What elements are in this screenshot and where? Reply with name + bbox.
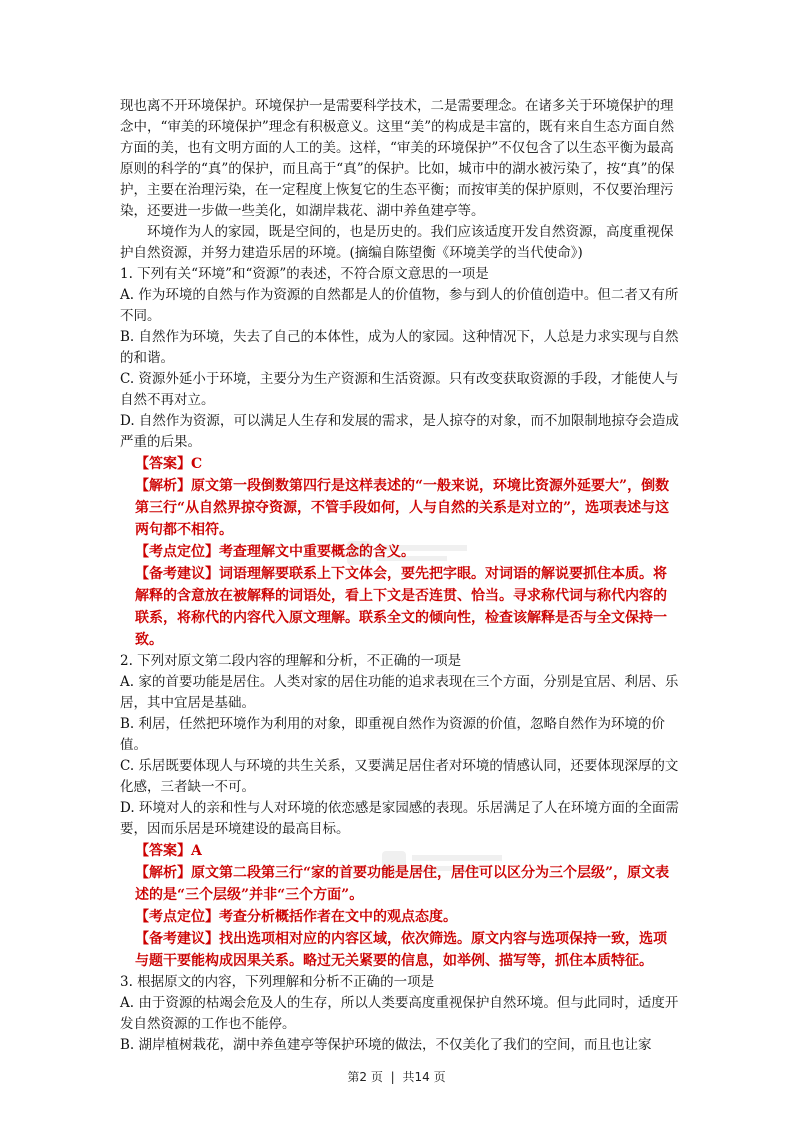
question-2-answer xyxy=(120,840,680,862)
page-footer xyxy=(0,1068,793,1085)
question-2-option-a: A. 家的首要功能是居住。人类对家的居住功能的追求表现在三个方面，分别是宜居、利居、乐居，其中宜居是基础。 xyxy=(120,674,679,711)
answer-tag: 【答案】 xyxy=(135,456,191,472)
point-tag: 【考点定位】 xyxy=(135,544,219,560)
answer-value: A xyxy=(191,843,202,859)
advice-text: 找出选项相对应的内容区域，依次筛选。原文内容与选项保持一致，选项与题干要能构成因果关系。略过无关紧要的信息，如举例、描写等，抓住本质特征。 xyxy=(135,931,667,969)
question-1-point xyxy=(120,541,680,563)
question-1-option-d: D. 自然作为资源，可以满足人生存和发展的需求，是人掠夺的对象，而不加限制地掠夺会造成严重的后果。 xyxy=(120,413,679,450)
point-tag: 【考点定位】 xyxy=(135,909,219,925)
question-1-title: 1. 下列有关“环境”和“资源”的表述，不符合原文意思的一项是 xyxy=(120,266,489,282)
question-2-option-d: D. 环境对人的亲和性与人对环境的依恋感是家园感的表现。乐居满足了人在环境方面的全面需要，因而乐居是环境建设的最高目标。 xyxy=(120,800,679,837)
question-1-option-c: C. 资源外延小于环境，主要分为生产资源和生活资源。只有改变获取资源的手段，才能使人与自然不再对立。 xyxy=(120,371,679,408)
advice-tag: 【备考建议】 xyxy=(135,566,219,582)
passage-paragraph-2: 环境作为人的家园，既是空间的，也是历史的。我们应该适度开发自然资源，高度重视保护自然资源，并努力建造乐居的环境。(摘编自陈望衡《环境美学的当代使命》) xyxy=(120,224,674,261)
analysis-text: 原文第二段第三行“家的首要功能是居住，居住可以区分为三个层级”，原文表述的是“三个层级”并非“三个方面”。 xyxy=(135,865,670,903)
advice-tag: 【备考建议】 xyxy=(135,931,219,947)
analysis-text: 原文第一段倒数第四行是这样表述的“一般来说，环境比资源外延要大”，倒数第三行“从自然界掠夺资源，不管手段如何，人与自然的关系是对立的”，选项表述与这两句都不相符。 xyxy=(135,478,670,538)
question-2-point xyxy=(120,906,680,928)
question-2-option-c: C. 乐居既要体现人与环境的共生关系，又要满足居住者对环境的情感认同，还要体现深厚的文化感，三者缺一不可。 xyxy=(120,758,679,795)
passage-and-questions xyxy=(120,96,680,1056)
question-2-title: 2. 下列对原文第二段内容的理解和分析，不正确的一项是 xyxy=(120,653,462,669)
footer-separator: | xyxy=(390,1070,395,1084)
question-2-option-b: B. 利居，任然把环境作为利用的对象，即重视自然作为资源的价值，忽略自然作为环境的价值。 xyxy=(120,716,666,753)
analysis-tag: 【解析】 xyxy=(135,478,191,494)
point-text: 考查理解文中重要概念的含义。 xyxy=(219,544,415,560)
answer-tag: 【答案】 xyxy=(135,843,191,859)
question-1-analysis xyxy=(120,475,680,541)
total-pages: 共14 页 xyxy=(402,1070,446,1084)
question-1-option-a: A. 作为环境的自然与作为资源的自然都是人的价值物，参与到人的价值创造中。但二者又有所不同。 xyxy=(120,287,679,324)
page-number: 第2 页 xyxy=(347,1070,383,1084)
question-1-answer xyxy=(120,453,680,475)
advice-text: 词语理解要联系上下文体会，要先把字眼。对词语的解说要抓住本质。将解释的含意放在被解释的词语处，看上下文是否连贯、恰当。寻求称代词与称代内容的联系，将称代的内容代入原文理解。联系全文的倾向性，检查该解释是否与全文保持一致。 xyxy=(135,566,667,648)
question-1-option-b: B. 自然作为环境，失去了自己的本体性，成为人的家园。这种情况下，人总是力求实现与自然的和谐。 xyxy=(120,329,679,366)
point-text: 考查分析概括作者在文中的观点态度。 xyxy=(219,909,457,925)
question-2-analysis xyxy=(120,862,680,906)
question-2-advice xyxy=(120,928,680,972)
question-1-advice xyxy=(120,563,680,651)
answer-value: C xyxy=(191,456,203,472)
question-3-title: 3. 根据原文的内容，下列理解和分析不正确的一项是 xyxy=(120,974,435,990)
passage-paragraph-1: 现也离不开环境保护。环境保护一是需要科学技术，二是需要理念。在诸多关于环境保护的理念中，“审美的环境保护”理念有积极意义。这里“美”的构成是丰富的，既有来自生态方面自然方面的美，也有文明方面的人工的美。这样，“审美的环境保护”不仅包含了以生态平衡为最高原则的科学的“真”的保护，而且高于“真”的保护。比如，城市中的湖水被污染了，按“真”的保护，主要在治理污染，在一定程度上恢复它的生态平衡；而按审美的保护原则，不仅要治理污染，还要进一步做一些美化，如湖岸栽花、湖中养鱼建亭等。 xyxy=(120,98,675,219)
question-3-option-a: A. 由于资源的枯竭会危及人的生存，所以人类要高度重视保护自然环境。但与此同时，适度开发自然资源的工作也不能停。 xyxy=(120,995,679,1032)
analysis-tag: 【解析】 xyxy=(135,865,191,881)
question-3-option-b: B. 湖岸植树栽花，湖中养鱼建亭等保护环境的做法，不仅美化了我们的空间，而且也让家 xyxy=(120,1037,652,1053)
